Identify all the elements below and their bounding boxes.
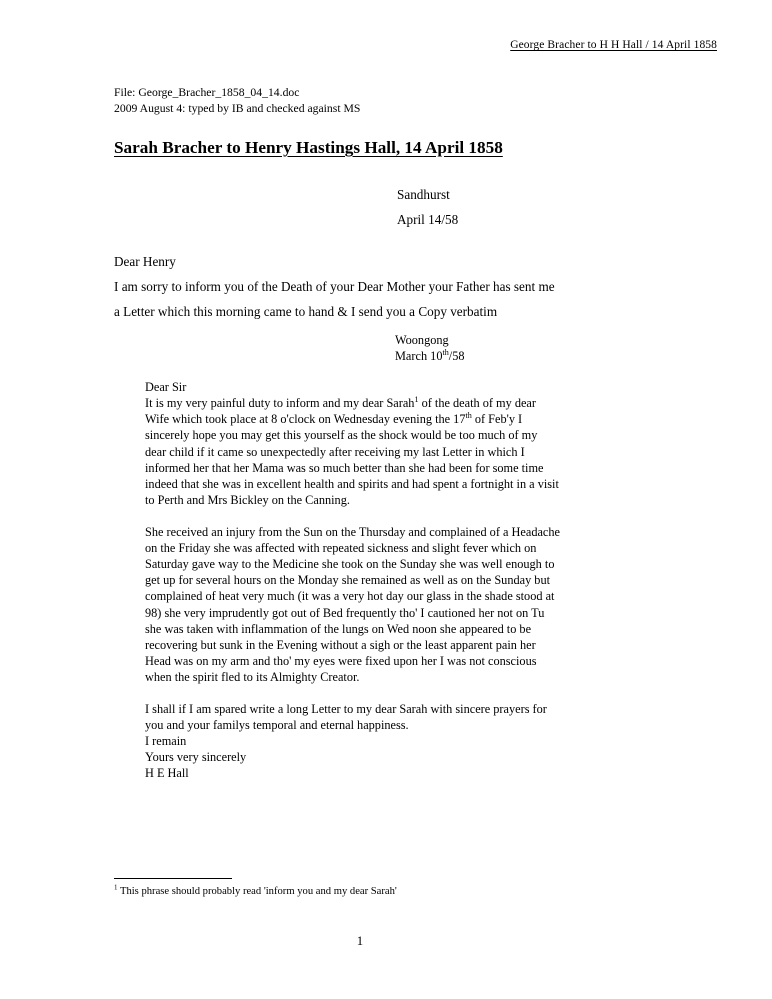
paragraph-1-segment-1: It is my very painful duty to inform and my dear Sarah — [145, 396, 415, 411]
outer-letter — [114, 182, 584, 324]
file-name-line: File: George_Bracher_1858_04_14.doc — [114, 86, 300, 99]
outer-letter-salutation: Dear Henry — [114, 254, 176, 269]
signature-name: H E Hall — [145, 766, 189, 781]
inner-letter-date-ordinal: th — [442, 348, 449, 357]
running-header-title: George Bracher to H H Hall / 14 April 1858 — [510, 39, 717, 51]
file-metadata — [114, 85, 360, 117]
footnote-entry — [114, 885, 584, 899]
inner-letter-date — [395, 348, 560, 364]
transcription-note-line: 2009 August 4: typed by IB and checked against MS — [114, 102, 361, 115]
footnote-text: This phrase should probably read 'inform you and my dear Sarah' — [119, 886, 397, 897]
inner-letter-heading — [395, 332, 560, 364]
paragraph-1-segment-3: of Feb'y I sincerely hope you may get this yourself as the shock would be too much of my dear child if it came so unexpectedly after receiving my last Letter in which I informed her that her Mama was so much better than she had been for some time indeed that she was in excellent health and spirits and had spent a fortnight in a visit to Perth and Mrs Bickley on the Canning. — [145, 412, 559, 507]
footnote-reference-marker[interactable]: 1 — [414, 395, 419, 405]
sign-off-line-1: I remain — [145, 734, 187, 749]
inner-letter-place: Woongong — [395, 333, 449, 347]
running-header — [0, 39, 717, 51]
inner-letter-salutation: Dear Sir — [145, 380, 187, 395]
paragraph-1-segment-2: of the death of my dear Wife which took place at 8 o'clock on Wednesday evening the 17 — [145, 396, 536, 427]
page-number-value: 1 — [356, 934, 364, 948]
footnote-number: 1 — [114, 883, 118, 892]
outer-letter-body: I am sorry to inform you of the Death of your Dear Mother your Father has sent me a Letter which this morning came to hand & I send you a Copy verbatim — [114, 279, 555, 319]
inner-letter-sign-off — [145, 733, 560, 781]
outer-letter-place: Sandhurst — [397, 187, 450, 202]
inner-letter-date-prefix: March 10 — [395, 349, 443, 364]
inner-quoted-letter — [145, 332, 560, 782]
footnote-separator-rule — [114, 878, 232, 879]
inner-letter-paragraph-2: She received an injury from the Sun on the Thursday and complained of a Headache on the Friday she was affected with repeated sickness and slight fever which on Saturday gave way to the Medicine she took on the Sunday she was well enough to get up for several hours on the Monday she remained as well as on the Sunday but complained of heat very much (it was a very hot day our glass in the shade stood at 98) she very imprudently got out of Bed frequently tho' I cautioned her not on Tu she was taken with inflammation of the lungs on Wed noon she appeared to be recovering but sunk in the Evening without a sigh or the least apparent pain her Head was on my arm and tho' my eyes were fixed upon her I was not conscious when the spirit fled to its Almighty Creator. — [145, 525, 560, 684]
footnote-area — [114, 878, 584, 899]
page-number-footer — [0, 934, 772, 949]
sign-off-line-2: Yours very sincerely — [145, 750, 247, 765]
inner-letter-date-suffix: /58 — [448, 349, 465, 364]
paragraph-1-date-ordinal: th — [465, 411, 472, 421]
inner-letter-paragraph-1 — [145, 395, 560, 508]
inner-letter-paragraph-3: I shall if I am spared write a long Letter to my dear Sarah with sincere prayers for you and your familys temporal and eternal happiness. — [145, 702, 547, 733]
outer-letter-date: April 14/58 — [397, 212, 459, 227]
page-title: Sarah Bracher to Henry Hastings Hall, 14 April 1858 — [114, 138, 503, 157]
outer-letter-heading — [397, 182, 584, 232]
